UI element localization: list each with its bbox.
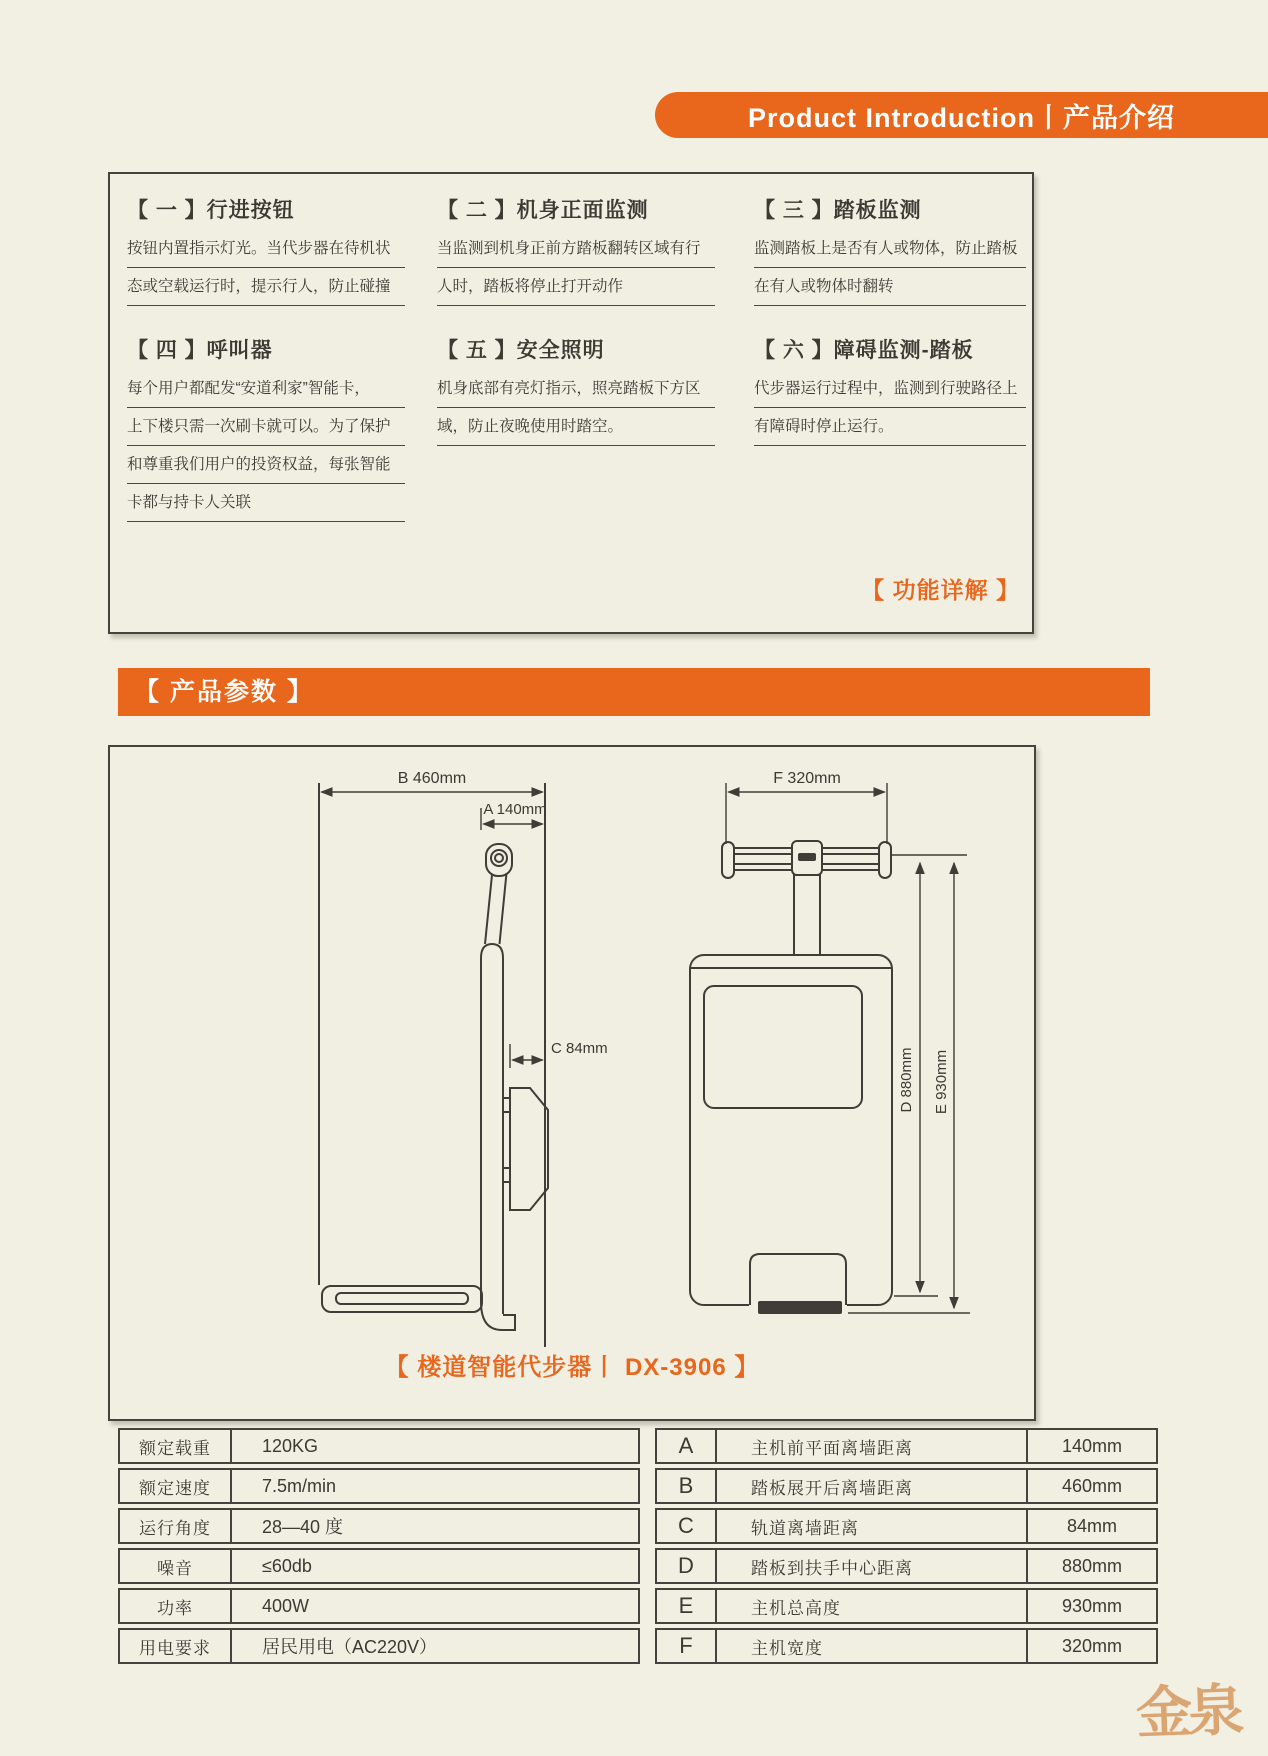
dim-label-b: B 460mm bbox=[397, 770, 467, 787]
feature-title: 【 二 】机身正面监测 bbox=[437, 199, 649, 222]
feature-text-line: 在有人或物体时翻转 bbox=[754, 268, 1026, 306]
dim-label-d: D 880mm bbox=[898, 1047, 915, 1113]
dim-value: 930mm bbox=[1026, 1590, 1156, 1622]
dim-label: 踏板到扶手中心距离 bbox=[751, 1558, 913, 1578]
dimension-table bbox=[655, 1428, 1158, 1668]
table-row bbox=[118, 1508, 640, 1544]
feature-title: 【 三 】踏板监测 bbox=[754, 199, 922, 222]
product-model-caption: 【 楼道智能代步器丨 DX-3906 】 bbox=[384, 1354, 760, 1381]
spec-label: 额定载重 bbox=[120, 1430, 232, 1462]
feature-title: 【 一 】行进按钮 bbox=[127, 199, 295, 222]
dim-value: 84mm bbox=[1026, 1510, 1156, 1542]
feature-caller bbox=[127, 334, 405, 522]
table-row bbox=[118, 1588, 640, 1624]
spec-label: 噪音 bbox=[120, 1550, 232, 1582]
feature-text-line: 态或空载运行时，提示行人，防止碰撞 bbox=[127, 268, 405, 306]
feature-text-line: 代步器运行过程中，监测到行驶路径上 bbox=[754, 370, 1026, 408]
spec-value: 7.5m/min bbox=[262, 1475, 337, 1496]
feature-text-line: 和尊重我们用户的投资权益，每张智能 bbox=[127, 446, 405, 484]
page-title-banner bbox=[655, 92, 1268, 138]
dim-key: A bbox=[657, 1430, 717, 1462]
dim-value: 880mm bbox=[1026, 1550, 1156, 1582]
feature-title: 【 六 】障碍监测-踏板 bbox=[754, 339, 974, 362]
feature-obstacle-monitor bbox=[754, 334, 1026, 446]
feature-text-line: 每个用户都配发“安道利家”智能卡， bbox=[127, 370, 405, 408]
side-view-drawing bbox=[319, 783, 548, 1347]
dim-label: 轨道离墙距离 bbox=[751, 1518, 859, 1538]
dim-label: 主机前平面离墙距离 bbox=[751, 1438, 913, 1458]
feature-text-line: 当监测到机身正前方踏板翻转区域有行 bbox=[437, 230, 715, 268]
dim-label: 主机总高度 bbox=[751, 1598, 841, 1618]
dim-label-f: F 320mm bbox=[773, 770, 841, 787]
dim-key: D bbox=[657, 1550, 717, 1582]
table-row bbox=[655, 1628, 1158, 1664]
spec-table bbox=[118, 1428, 640, 1668]
function-detail-link[interactable]: 【 功能详解 】 bbox=[861, 577, 1020, 603]
spec-value: 28—40 度 bbox=[262, 1517, 344, 1537]
feature-safety-light bbox=[437, 334, 715, 446]
dim-label-e: E 930mm bbox=[933, 1049, 950, 1115]
spec-label: 功率 bbox=[120, 1590, 232, 1622]
feature-pedal-monitor bbox=[754, 194, 1026, 306]
spec-value: 居民用电（AC220V） bbox=[262, 1637, 438, 1657]
feature-text-line: 有障碍时停止运行。 bbox=[754, 408, 1026, 446]
dim-key: C bbox=[657, 1510, 717, 1542]
table-row bbox=[655, 1548, 1158, 1584]
dim-label-c: C 84mm bbox=[551, 1040, 608, 1057]
table-row bbox=[118, 1468, 640, 1504]
side-view-dimensions bbox=[322, 792, 543, 1068]
brand-watermark: 金泉 bbox=[1135, 1677, 1242, 1747]
feature-text-line: 机身底部有亮灯指示，照亮踏板下方区 bbox=[437, 370, 715, 408]
technical-drawing-panel bbox=[108, 745, 1036, 1421]
product-params-banner bbox=[118, 668, 1150, 716]
feature-travel-button bbox=[127, 194, 405, 306]
page-title: Product Introduction丨产品介绍 bbox=[748, 102, 1175, 133]
features-panel bbox=[108, 172, 1034, 634]
front-view-drawing bbox=[690, 841, 892, 1314]
dim-key: E bbox=[657, 1590, 717, 1622]
spec-label: 用电要求 bbox=[120, 1630, 232, 1662]
spec-value: 120KG bbox=[262, 1435, 319, 1456]
dim-label-a: A 140mm bbox=[483, 801, 547, 818]
table-row bbox=[655, 1508, 1158, 1544]
table-row bbox=[118, 1548, 640, 1584]
dim-value: 320mm bbox=[1026, 1630, 1156, 1662]
feature-text-line: 人时，踏板将停止打开动作 bbox=[437, 268, 715, 306]
feature-title: 【 五 】安全照明 bbox=[437, 339, 605, 362]
dim-key: B bbox=[657, 1470, 717, 1502]
feature-text-line: 卡都与持卡人关联 bbox=[127, 484, 405, 522]
dim-key: F bbox=[657, 1630, 717, 1662]
technical-drawing bbox=[110, 747, 1034, 1419]
dim-label: 踏板展开后离墙距离 bbox=[751, 1478, 913, 1498]
spec-label: 运行角度 bbox=[120, 1510, 232, 1542]
feature-title: 【 四 】呼叫器 bbox=[127, 339, 273, 362]
feature-text-line: 域，防止夜晚使用时踏空。 bbox=[437, 408, 715, 446]
feature-text-line: 监测踏板上是否有人或物体，防止踏板 bbox=[754, 230, 1026, 268]
table-row bbox=[655, 1468, 1158, 1504]
spec-value: ≤60db bbox=[262, 1555, 312, 1576]
feature-text-line: 上下楼只需一次刷卡就可以。为了保护 bbox=[127, 408, 405, 446]
table-row bbox=[655, 1428, 1158, 1464]
product-params-title: 【 产品参数 】 bbox=[134, 678, 314, 706]
dim-value: 460mm bbox=[1026, 1470, 1156, 1502]
dim-label: 主机宽度 bbox=[751, 1638, 823, 1658]
spec-value: 400W bbox=[262, 1595, 310, 1616]
table-row bbox=[655, 1588, 1158, 1624]
feature-text-line: 按钮内置指示灯光。当代步器在待机状 bbox=[127, 230, 405, 268]
table-row bbox=[118, 1628, 640, 1664]
spec-label: 额定速度 bbox=[120, 1470, 232, 1502]
table-row bbox=[118, 1428, 640, 1464]
dim-value: 140mm bbox=[1026, 1430, 1156, 1462]
feature-front-monitor bbox=[437, 194, 715, 306]
